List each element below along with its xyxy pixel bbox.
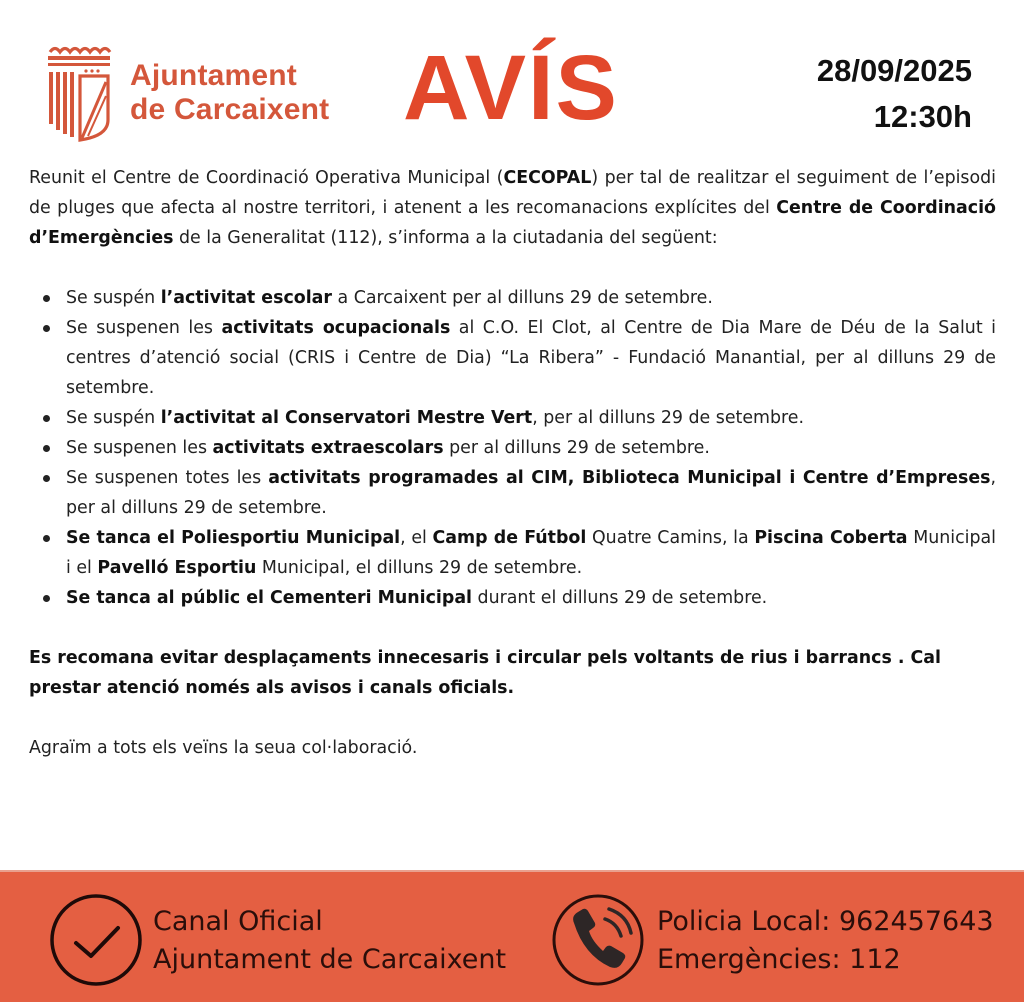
item-bold: activitats programades al CIM, Biblioteca Municipal i Centre d’Empreses [268, 468, 991, 488]
intro-text: de la Generalitat (112), s’informa a la ciutadania del següent: [173, 228, 718, 248]
intro-text: ) per tal de realitzar el seguiment de l’episodi de pluges que afecta al nostre territori, i atenent a les recomanacions explícites del [29, 168, 997, 218]
thanks-paragraph: Agraïm a tots els veïns la seua col·laboració. [29, 738, 418, 758]
notice-body [29, 163, 996, 763]
item-text: Se suspenen totes les [66, 468, 269, 488]
item-text: Se suspenen les [66, 438, 213, 458]
list-item [66, 433, 996, 463]
list-item [66, 583, 996, 613]
municipal-crest-icon [44, 42, 114, 144]
recommendation-paragraph: Es recomana evitar desplaçaments innecesaris i circular pels voltants de rius i barrancs . Cal prestar atenció només als avisos i canals oficials. [29, 648, 941, 698]
item-text: Municipal, el dilluns 29 de setembre. [256, 558, 583, 578]
phone-contacts-block [548, 872, 994, 1002]
item-text: , per al dilluns 29 de setembre. [532, 408, 805, 428]
phone-contacts-text [657, 903, 994, 979]
item-bold: l’activitat escolar [160, 288, 332, 308]
logo [44, 42, 329, 144]
item-bold: activitats ocupacionals [221, 318, 451, 338]
list-item [66, 523, 996, 583]
organization-name [130, 59, 329, 127]
item-bold: Pavelló Esportiu [97, 558, 257, 578]
intro-paragraph [29, 163, 996, 253]
list-item [66, 283, 996, 313]
item-bold: Piscina Coberta [754, 528, 908, 548]
list-item [66, 313, 996, 403]
notice-title: AVÍS [403, 37, 619, 139]
check-circle-icon [44, 885, 149, 990]
item-text: Se suspén [66, 288, 161, 308]
item-text: Municipal i el [66, 528, 996, 578]
item-bold: Se tanca el Poliesportiu Municipal [66, 528, 401, 548]
item-text: , per al dilluns 29 de setembre. [66, 468, 996, 518]
item-text: al C.O. El Clot, al Centre de Dia Mare de Déu de la Salut i centres d’atenció social (CRIS i Centre de Dia) “La Ribera” - Fundació Manantial, per al dilluns 29 de setembre. [66, 318, 996, 398]
notice-datetime [817, 48, 972, 140]
header [0, 0, 1024, 160]
item-text: a Carcaixent per al dilluns 29 de setembre. [331, 288, 713, 308]
org-line-1: Ajuntament [130, 59, 297, 92]
item-text: Se suspenen les [66, 318, 222, 338]
org-line-2: de Carcaixent [130, 93, 330, 126]
item-text: durant el dilluns 29 de setembre. [472, 588, 768, 608]
list-item [66, 463, 996, 523]
notice-time: 12:30h [873, 99, 972, 134]
intro-text: Reunit el Centre de Coordinació Operativa Municipal ( [29, 168, 504, 188]
list-item [66, 403, 996, 433]
item-text: Quatre Camins, la [586, 528, 755, 548]
official-channel-block [44, 872, 506, 1002]
item-bold: l’activitat al Conservatori Mestre Vert [160, 408, 533, 428]
intro-bold-emergency-centre: Centre de Coordinació d’Emergències [29, 198, 996, 248]
intro-bold-cecopal: CECOPAL [503, 168, 592, 188]
emergency-phone: Emergències: 112 [657, 944, 901, 975]
notice-date: 28/09/2025 [816, 53, 972, 88]
footer-contact-bar [0, 870, 1024, 1002]
item-bold: Se tanca al públic el Cementeri Municipal [66, 588, 473, 608]
official-channel-org: Ajuntament de Carcaixent [153, 944, 507, 975]
item-text: , el [400, 528, 433, 548]
item-bold: activitats extraescolars [212, 438, 444, 458]
official-channel-text [153, 903, 506, 979]
measures-list [29, 283, 996, 613]
phone-ringing-icon [548, 885, 653, 990]
item-bold: Camp de Fútbol [432, 528, 587, 548]
official-channel-label: Canal Oficial [153, 906, 323, 937]
item-text: Se suspén [66, 408, 161, 428]
police-phone: Policia Local: 962457643 [657, 906, 994, 937]
item-text: per al dilluns 29 de setembre. [443, 438, 710, 458]
